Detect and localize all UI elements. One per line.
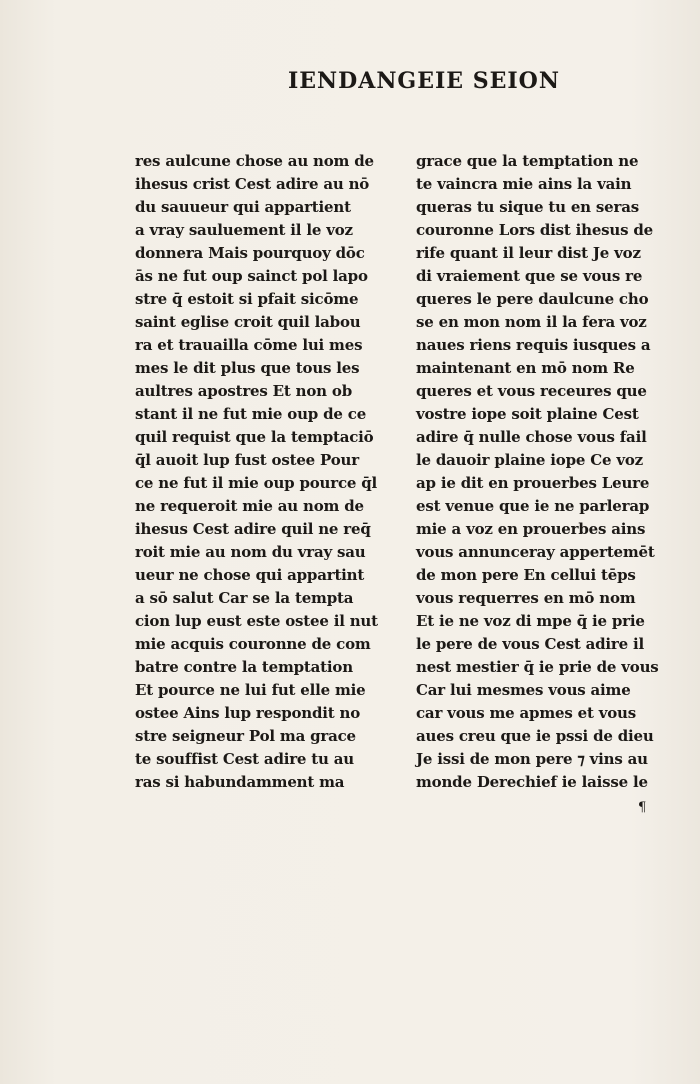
text-line: roit mie au nom du vray sau	[135, 543, 366, 561]
text-line: vous requerres en mō nom	[416, 589, 636, 607]
text-line: te souffist Cest adire tu au	[135, 750, 354, 768]
text-line: aultres apostres Et non ob	[135, 382, 352, 400]
text-line: mie acquis couronne de com	[135, 635, 371, 653]
text-line: stant il ne fut mie oup de ce	[135, 405, 367, 423]
text-line: est venue que ie ne parlerap	[416, 497, 650, 515]
text-line: de mon pere En cellui tēps	[416, 566, 636, 584]
text-line: q̄l auoit lup fust ostee Pour	[135, 451, 359, 469]
text-line: naues riens requis iusques a	[416, 336, 651, 354]
text-line: couronne Lors dist ihesus de	[416, 221, 654, 239]
text-line: res aulcune chose au nom de	[135, 152, 374, 170]
text-line: car vous me apmes et vous	[416, 704, 636, 722]
text-line: le pere de vous Cest adire il	[416, 635, 644, 653]
text-line: vous annunceray appertemēt	[416, 543, 655, 561]
text-line: grace que la temptation ne	[416, 152, 639, 170]
text-line: mes le dit plus que tous les	[135, 359, 360, 377]
text-line: cion lup eust este ostee il nut	[135, 612, 378, 630]
text-line: queres le pere daulcune cho	[416, 290, 649, 308]
text-line: ras si habundamment ma	[135, 773, 345, 791]
text-line: stre q̄ estoit si pfait sicōme	[135, 290, 359, 308]
text-line: ihesus Cest adire quil ne req̄	[135, 520, 371, 538]
text-line: le dauoir plaine iope Ce voz	[416, 451, 643, 469]
text-line: a vray sauluement il le voz	[135, 221, 353, 239]
text-line: adire q̄ nulle chose vous fail	[416, 428, 647, 446]
text-line: ostee Ains lup respondit no	[135, 704, 361, 722]
text-line: di vraiement que se vous re	[416, 267, 643, 285]
text-line: stre seigneur Pol ma grace	[135, 727, 356, 745]
text-line: mie a voz en prouerbes ains	[416, 520, 646, 538]
text-line: ra et trauailla cōme lui mes	[135, 336, 363, 354]
text-line: ihesus crist Cest adire au nō	[135, 175, 370, 193]
text-column-left	[135, 150, 378, 794]
text-line: Je issi de mon pere ⁊ vins au	[416, 750, 648, 768]
text-line: ce ne fut il mie oup pource q̄l	[135, 474, 378, 492]
text-line: queras tu sique tu en seras	[416, 198, 639, 216]
text-line: aues creu que ie pssi de dieu	[416, 727, 654, 745]
text-line: batre contre la temptation	[135, 658, 353, 676]
text-line: saint eglise croit quil labou	[135, 313, 361, 331]
text-line: ne requeroit mie au nom de	[135, 497, 364, 515]
text-line: a sō salut Car se la tempta	[135, 589, 354, 607]
text-line: ās ne fut oup sainct pol lapo	[135, 267, 368, 285]
text-line: vostre iope soit plaine Cest	[416, 405, 639, 423]
text-line: rife quant il leur dist Je voz	[416, 244, 641, 262]
text-line: quil requist que la temptaciō	[135, 428, 374, 446]
text-column-right	[416, 150, 659, 794]
text-line: monde Derechief ie laisse le	[416, 773, 648, 791]
text-line: se en mon nom il la fera voz	[416, 313, 647, 331]
text-line: Car lui mesmes vous aime	[416, 681, 631, 699]
text-line: donnera Mais pourquoy dōc	[135, 244, 365, 262]
running-head: IENDANGEIE SEION	[288, 68, 560, 94]
text-line: du sauueur qui appartient	[135, 198, 351, 216]
paragraph-mark: ¶	[638, 800, 647, 815]
text-line: maintenant en mō nom Re	[416, 359, 635, 377]
text-line: Et ie ne voz di mpe q̄ ie prie	[416, 612, 645, 630]
text-line: ueur ne chose qui appartint	[135, 566, 365, 584]
text-line: Et pource ne lui fut elle mie	[135, 681, 366, 699]
text-line: queres et vous receures que	[416, 382, 647, 400]
text-line: ap ie dit en prouerbes Leure	[416, 474, 650, 492]
text-line: te vaincra mie ains la vain	[416, 175, 632, 193]
text-line: nest mestier q̄ ie prie de vous	[416, 658, 659, 676]
